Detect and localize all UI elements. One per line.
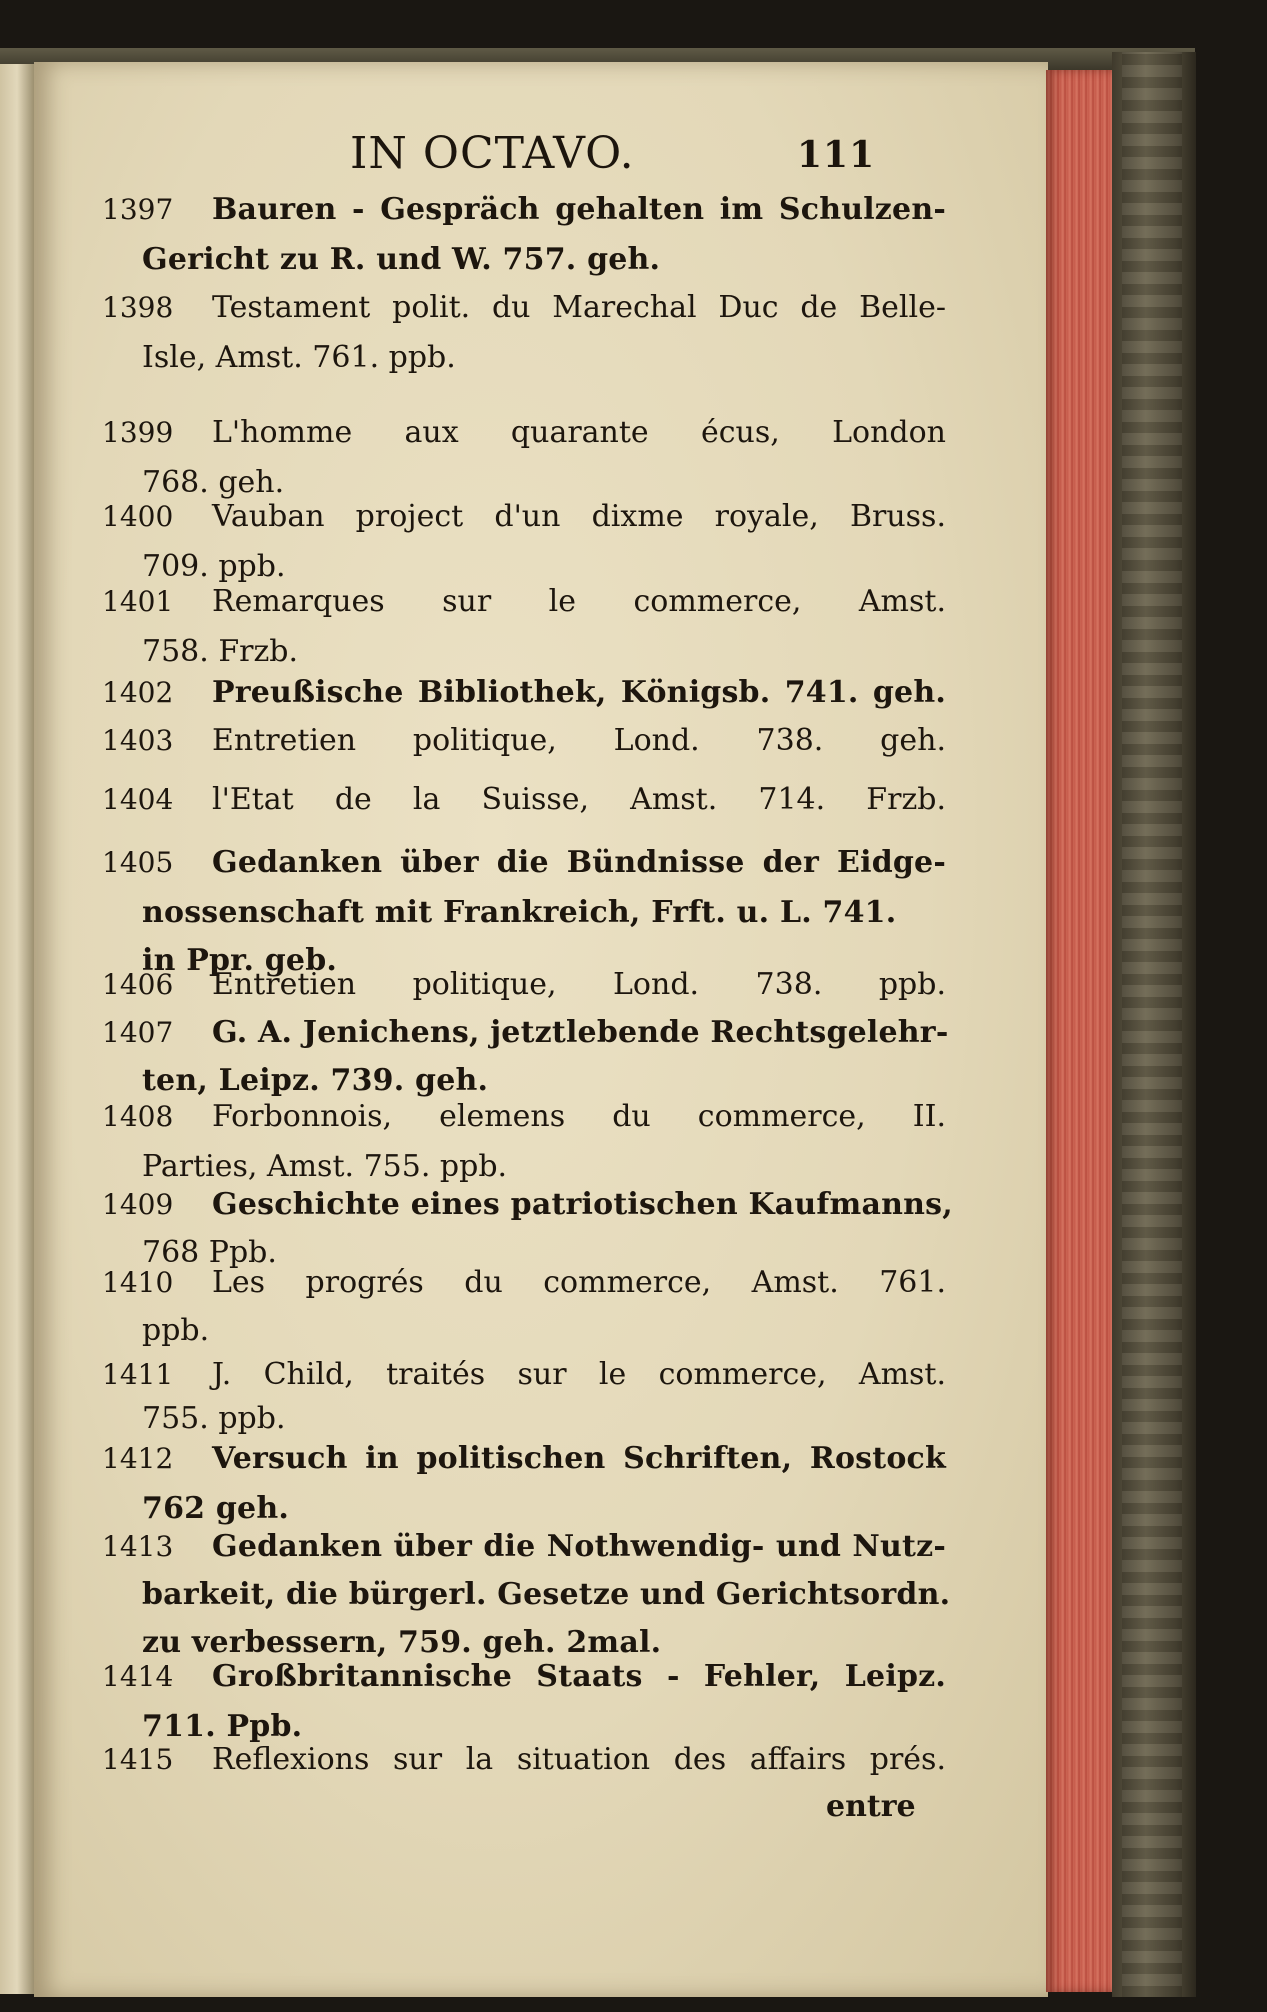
page-number: 111 (797, 134, 876, 176)
book-cover-right (1112, 52, 1196, 1997)
entry-text-continued: 711. Ppb. (142, 1709, 303, 1744)
entry-number: 1404 (102, 783, 174, 816)
entry-text-continued: barkeit, die bürgerl. Gesetze und Gerichtsordn. (142, 1577, 951, 1612)
entry-text: Versuch in politischen Schriften, Rostock (212, 1441, 946, 1476)
entry-number: 1407 (102, 1016, 174, 1049)
entry-number: 1405 (102, 846, 174, 879)
running-head-title: IN OCTAVO. (350, 128, 635, 179)
entry-number: 1408 (102, 1100, 174, 1133)
entry-number: 1406 (102, 968, 174, 1001)
entry-text-continued: in Ppr. geb. (142, 943, 338, 978)
entry-text-continued: Parties, Amst. 755. ppb. (142, 1149, 508, 1184)
entry-text-continued: 755. ppb. (142, 1401, 286, 1436)
entry-text: Entretien politique, Lond. 738. geh. (212, 723, 946, 758)
entry-number: 1409 (102, 1188, 174, 1221)
entry-text: Testament polit. du Marechal Duc de Belle- (212, 290, 946, 325)
entry-text: Gedanken über die Bündnisse der Eidge- (212, 845, 946, 880)
entry-number: 1400 (102, 500, 174, 533)
catchword: entre (826, 1789, 916, 1824)
entry-number: 1398 (102, 291, 174, 324)
entry-number: 1415 (102, 1743, 174, 1776)
entry-text: Großbritannische Staats - Fehler, Leipz. (212, 1659, 946, 1694)
entry-text: L'homme aux quarante écus, London (212, 415, 946, 450)
entry-number: 1410 (102, 1266, 174, 1299)
entry-text: Vauban project d'un dixme royale, Bruss. (212, 499, 946, 534)
entry-number: 1397 (102, 193, 174, 226)
entry-text: Preußische Bibliothek, Königsb. 741. geh. (212, 675, 946, 710)
entry-text: Geschichte eines patriotischen Kaufmanns, (212, 1187, 953, 1222)
entry-number: 1399 (102, 416, 174, 449)
entry-number: 1411 (102, 1358, 174, 1391)
entry-text-continued: zu verbessern, 759. geh. 2mal. (142, 1625, 662, 1660)
entry-number: 1403 (102, 724, 174, 757)
entry-number: 1412 (102, 1442, 174, 1475)
entry-number: 1414 (102, 1660, 174, 1693)
entry-number: 1413 (102, 1530, 174, 1563)
entry-text-continued: 768. geh. (142, 465, 285, 500)
entry-text: G. A. Jenichens, jetztlebende Rechtsgelehr- (212, 1015, 949, 1050)
entry-number: 1401 (102, 585, 174, 618)
entry-text-continued: nossenschaft mit Frankreich, Frft. u. L. 741. (142, 895, 897, 930)
entry-text: Remarques sur le commerce, Amst. (212, 584, 946, 619)
entry-text-continued: Gericht zu R. und W. 757. geh. (142, 242, 661, 277)
entry-text-continued: 758. Frzb. (142, 634, 299, 669)
entry-text-continued: 768 Ppb. (142, 1235, 277, 1270)
entry-number: 1402 (102, 676, 174, 709)
entry-text-continued: 762 geh. (142, 1491, 289, 1526)
entry-text: Les progrés du commerce, Amst. 761. (212, 1265, 946, 1300)
entry-text: Forbonnois, elemens du commerce, II. (212, 1099, 946, 1134)
entry-text-continued: ten, Leipz. 739. geh. (142, 1063, 489, 1098)
entry-text-continued: ppb. (142, 1313, 210, 1348)
entry-text: Reflexions sur la situation des affairs prés. (212, 1742, 946, 1777)
entry-text: J. Child, traités sur le commerce, Amst. (212, 1357, 946, 1392)
entry-text-continued: 709. ppb. (142, 549, 286, 584)
entry-text: Entretien politique, Lond. 738. ppb. (212, 967, 946, 1002)
entry-text: l'Etat de la Suisse, Amst. 714. Frzb. (212, 782, 946, 817)
entry-text-continued: Isle, Amst. 761. ppb. (142, 340, 456, 375)
entry-text: Gedanken über die Nothwendig- und Nutz- (212, 1529, 946, 1564)
red-page-edges (1046, 70, 1114, 1992)
entry-text: Bauren - Gespräch gehalten im Schulzen- (212, 192, 946, 227)
